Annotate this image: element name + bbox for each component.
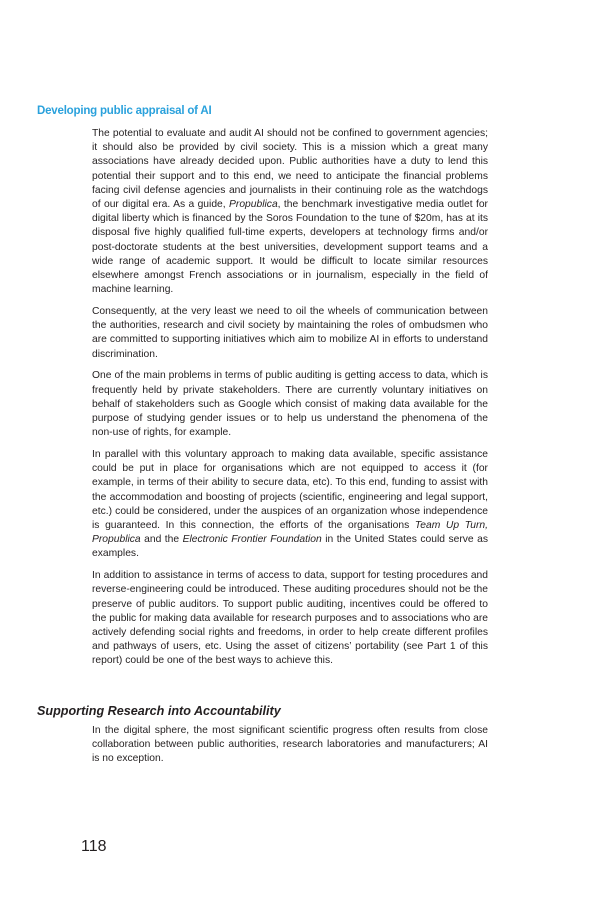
- section-body-public-appraisal: [92, 127, 488, 676]
- section-heading-public-appraisal: Developing public appraisal of AI: [37, 104, 212, 117]
- paragraph: One of the main problems in terms of public auditing is getting access to data, which is frequently held by private stakeholders. There are currently voluntary initiatives on behalf of stakeholders such as Google which consist of making data available for the purpose of studying gender issues or to help us understand the phenomena of the non-use of rights, for example.: [92, 370, 488, 439]
- paragraph: In addition to assistance in terms of access to data, support for testing procedures and reverse-engineering could be introduced. These auditing procedures should not be the preserve of public auditors. To support public auditing, incentives could be offered to the public for making data available for research purposes and to associations who are actively defending social rights and freedoms, in order to help create different profiles and pathways of users, etc. Using the asset of citizens’ portability (see Part 1 of this report) could be one of the best ways to achieve this.: [92, 570, 488, 667]
- paragraph: The potential to evaluate and audit AI should not be confined to government agencies; it should also be provided by civil society. This is a mission which a great many associations have already decided upon. Public authorities have a duty to lend this potential their support and to this end, we need to anticipate the financial problems facing civil defense agencies and journalists in their continuing role as the watchdogs of our digital era. As a guide, Propublica, the benchmark investigative media outlet for digital liberty which is financed by the Soros Foundation to the tune of $20m, has at its disposal five highly qualified full-time experts, developers at technology firms and/or post-doctorate students at the best universities, development support teams and a wide range of academic support. It would be difficult to locate similar resources elsewhere amongst French associations or in journalism, especially in the field of machine learning.: [92, 128, 488, 296]
- paragraph: In parallel with this voluntary approach to making data available, specific assistance could be put in place for organisations which are not equipped to access it (for example, in terms of their ability to secure data, etc). To this end, funding to assist with the accommodation and boosting of projects (scientific, engineering and legal support, etc.) could be considered, under the auspices of an organization whose independence is guaranteed. In this connection, the efforts of the organisations Team Up Turn, Propublica and the Electronic Frontier Foundation in the United States could serve as examples.: [92, 449, 488, 560]
- paragraph: Consequently, at the very least we need to oil the wheels of communication between the authorities, research and civil society by maintaining the roles of ombudsmen who are committed to supporting initiatives which aim to mobilize AI in efforts to understand discrimination.: [92, 306, 488, 360]
- section-heading-research-accountability: Supporting Research into Accountability: [37, 704, 281, 719]
- paragraph: In the digital sphere, the most significant scientific progress often results from close collaboration between public authorities, research laboratories and manufacturers; AI is no exception.: [92, 725, 488, 765]
- page-number: 118: [81, 838, 107, 855]
- section-body-research-accountability: [92, 724, 488, 774]
